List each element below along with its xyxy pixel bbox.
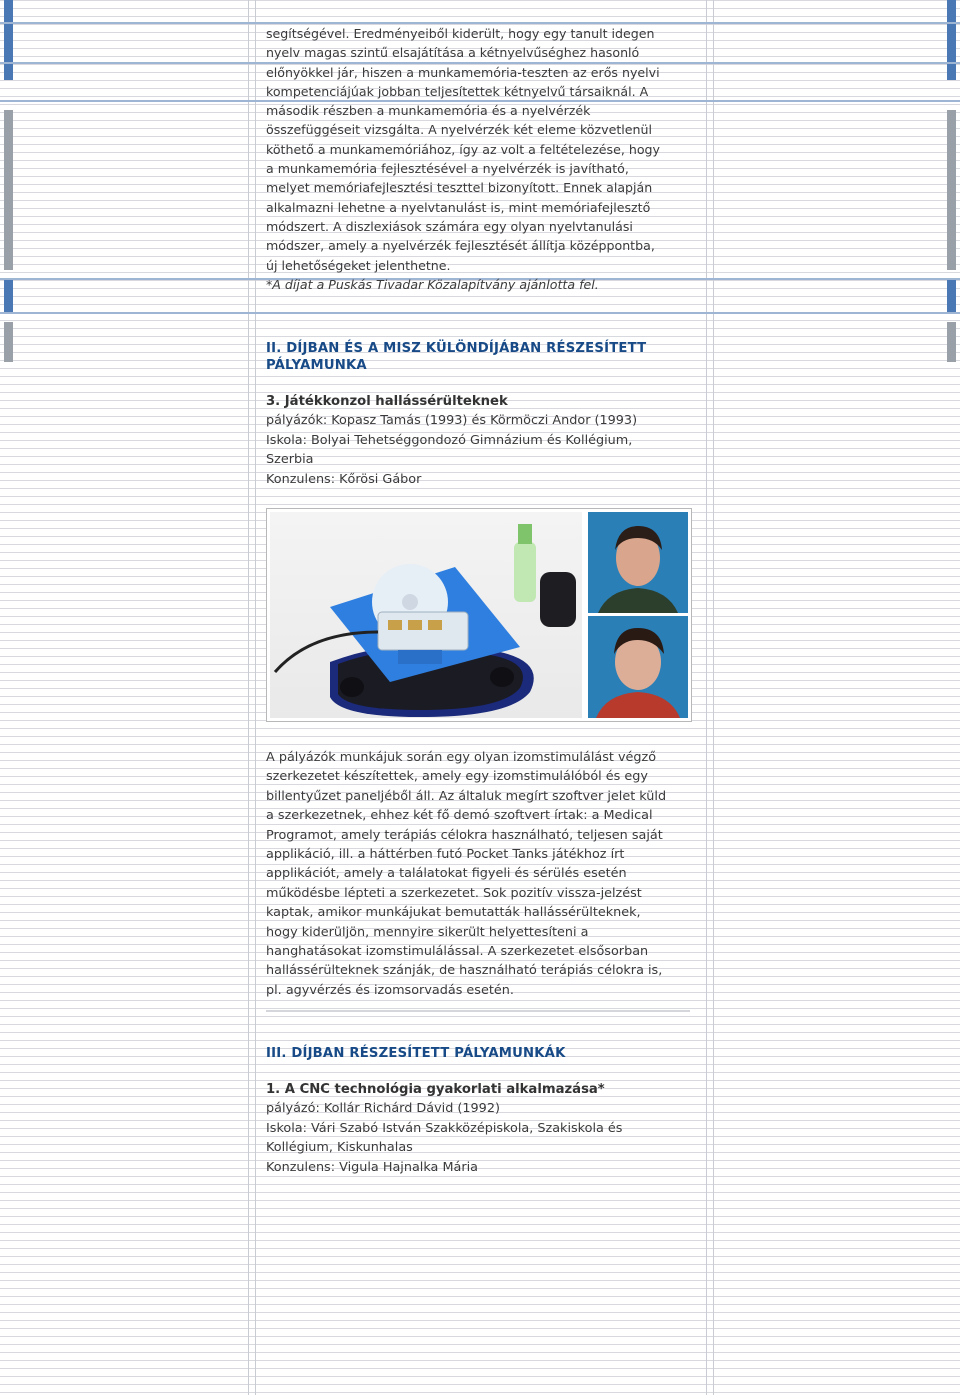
- text-line: applikációt, amely a találatokat figyeli és sérülés esetén: [266, 866, 627, 882]
- frame-bar: [4, 110, 13, 270]
- portrait-photo: [588, 616, 688, 718]
- text-line: melyet memóriafejlesztési teszttel bizonyított. Ennek alapján: [266, 180, 653, 196]
- applicant: pályázó: Kollár Richárd Dávid (1992): [266, 1101, 500, 1117]
- text-line: szerkezetet készítettek, amely egy izomstimulálóból és egy: [266, 769, 648, 785]
- section-3-heading: [266, 1045, 696, 1062]
- text-line: előnyökkel jár, hiszen a munkamemória-teszten az erős nyelvi: [266, 64, 660, 80]
- frame-bar: [947, 110, 956, 270]
- entry-title: 1. A CNC technológia gyakorlati alkalmazása*: [266, 1082, 605, 1097]
- text-line: köthető a munkamemóriához, így az volt a feltételezése, hogy: [266, 141, 660, 157]
- text-line: új lehetőségeket jelenthetne.: [266, 257, 451, 273]
- entry-1: [266, 1080, 696, 1177]
- frame-bar: [947, 322, 956, 362]
- entry-title: 3. Játékkonzol hallássérülteknek: [266, 394, 508, 409]
- school: Kollégium, Kiskunhalas: [266, 1140, 413, 1156]
- text-line: Programot, amely terápiás célokra használható, teljesen saját: [266, 827, 663, 843]
- text-line: A pályázók munkájuk során egy olyan izomstimulálást végző: [266, 750, 657, 765]
- consultant: Konzulens: Kőrösi Gábor: [266, 471, 422, 487]
- divider: [266, 1010, 690, 1012]
- section-2-heading: [266, 340, 696, 374]
- text-line: a szerkezetnek, ehhez két fő demó szoftvert írtak: a Medical: [266, 808, 653, 824]
- entry-3: [266, 392, 696, 489]
- text-line: segítségével. Eredményeiből kiderült, hogy egy tanult idegen: [266, 26, 655, 41]
- frame-bar: [4, 322, 13, 362]
- text-line: módszert. A diszlexiások számára egy olyan nyelvtanulási: [266, 218, 633, 234]
- portrait-photo: [588, 512, 688, 613]
- school: Iskola: Vári Szabó István Szakközépiskola, Szakiskola és: [266, 1120, 623, 1136]
- frame-line: [706, 0, 707, 1395]
- text-line: pl. agyvérzés és izomsorvadás esetén.: [266, 982, 514, 998]
- device-photo: [270, 512, 582, 718]
- frame-bar: [4, 278, 13, 314]
- text-line: nyelv magas szintű elsajátítása a kétnyelvűséghez hasonló: [266, 45, 640, 61]
- text-line: második részben a munkamemória és a nyelvérzék: [266, 103, 591, 119]
- school: Iskola: Bolyai Tehetséggondozó Gimnázium és Kollégium,: [266, 432, 633, 448]
- text-line: kompetenciájúak jobban teljesítettek kétnyelvű társaiknál. A: [266, 83, 649, 99]
- text-line: módszer, amely a nyelvérzék fejlesztését állítja középpontba,: [266, 238, 655, 254]
- text-line: hogy kiderüljön, mennyire sikerült helyettesíteni a: [266, 924, 589, 940]
- entry-3-body: [266, 748, 696, 1000]
- frame-bar: [4, 0, 13, 80]
- frame-bar: [947, 278, 956, 314]
- consultant: Konzulens: Vigula Hajnalka Mária: [266, 1159, 478, 1175]
- text-line: hallássérülteknek szánják, de használható terápiás célokra is,: [266, 963, 663, 979]
- frame-bar: [947, 0, 956, 80]
- frame-band: [0, 312, 960, 314]
- applicants: pályázók: Kopasz Tamás (1993) és Körmöczi Andor (1993): [266, 413, 638, 429]
- text-line: működésbe lépteti a szerkezetet. Sok pozitív vissza-jelzést: [266, 885, 642, 901]
- text-line: applikáció, ill. a háttérben futó Pocket Tanks játékhoz írt: [266, 847, 625, 863]
- device-illustration: [270, 512, 582, 718]
- frame-line: [713, 0, 714, 1395]
- text-line: hanghatásokat izomstimulálással. A szerkezetet elsősorban: [266, 944, 649, 960]
- section-title: PÁLYAMUNKA: [266, 358, 367, 373]
- project-photo: [266, 508, 692, 722]
- text-line: összefüggéseit vizsgálta. A nyelvérzék két eleme közvetlenül: [266, 122, 652, 138]
- frame-line: [255, 0, 256, 1395]
- intro-paragraph: [266, 24, 696, 294]
- text-line: alkalmazni lehetne a nyelvtanulást is, mint memóriafejlesztő: [266, 199, 651, 215]
- text-line: billentyűzet paneljéből áll. Az általuk megírt szoftver jelet küld: [266, 788, 667, 804]
- footnote: *A díjat a Puskás Tivadar Közalapítvány ajánlotta fel.: [266, 276, 599, 292]
- text-line: a munkamemória fejlesztésével a nyelvérzék is javítható,: [266, 161, 629, 177]
- frame-line: [248, 0, 249, 1395]
- section-title: II. DÍJBAN ÉS A MISZ KÜLÖNDÍJÁBAN RÉSZESÍTETT: [266, 341, 647, 356]
- school: Szerbia: [266, 452, 314, 468]
- section-title: III. DÍJBAN RÉSZESÍTETT PÁLYAMUNKÁK: [266, 1046, 566, 1061]
- text-line: kaptak, amikor munkájukat bemutatták hallássérülteknek,: [266, 905, 641, 921]
